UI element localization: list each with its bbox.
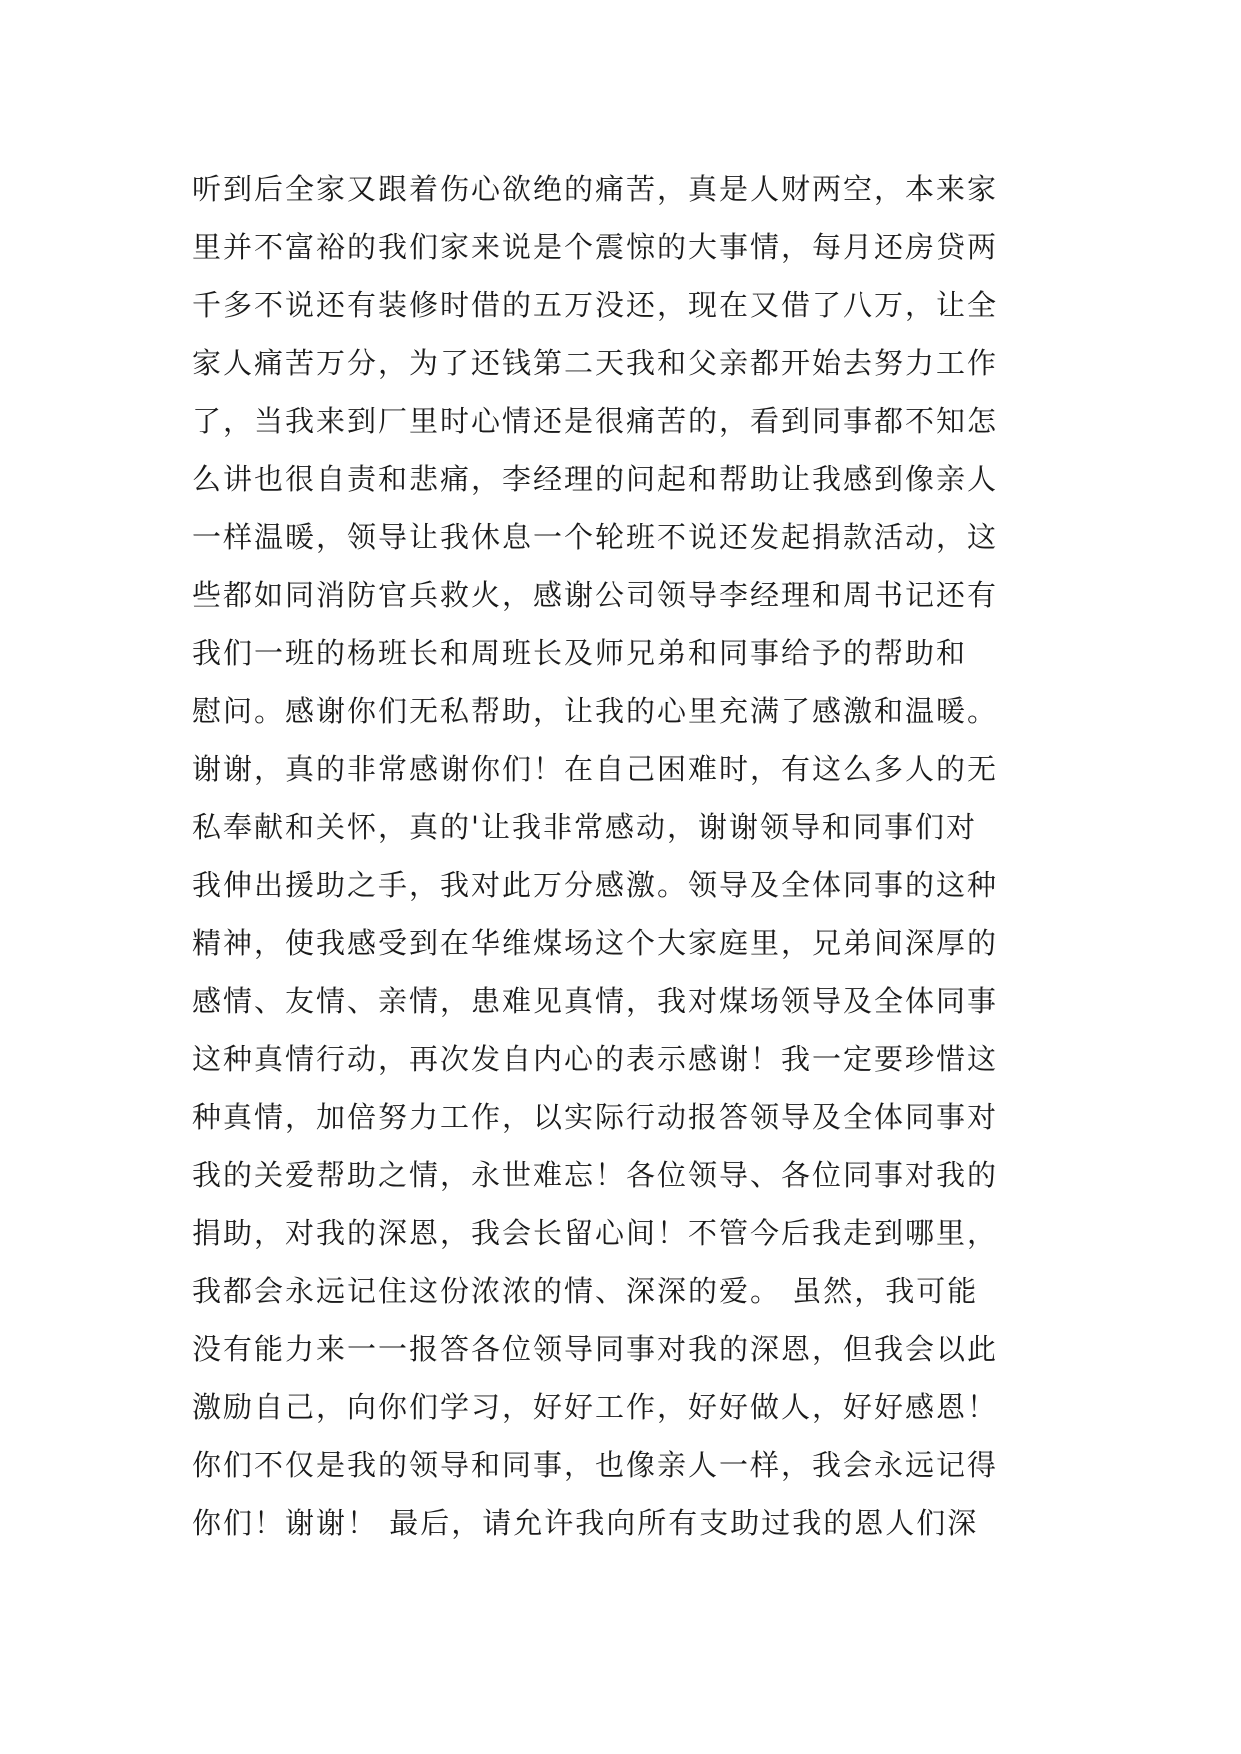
text-line: 这种真情行动，再次发自内心的表示感谢！我一定要珍惜这	[192, 1042, 999, 1076]
text-line: 谢谢，真的非常感谢你们！在自己困难时，有这么多人的无	[192, 752, 999, 786]
text-line: 么讲也很自责和悲痛，李经理的问起和帮助让我感到像亲人	[192, 462, 999, 496]
text-line: 我伸出援助之手，我对此万分感激。领导及全体同事的这种	[192, 868, 999, 902]
text-line: 家人痛苦万分，为了还钱第二天我和父亲都开始去努力工作	[192, 346, 999, 380]
text-line: 我的关爱帮助之情，永世难忘！各位领导、各位同事对我的	[192, 1158, 999, 1192]
text-line: 我们一班的杨班长和周班长及师兄弟和同事给予的帮助和	[192, 636, 968, 670]
body-text	[192, 160, 1072, 1552]
text-line: 种真情，加倍努力工作，以实际行动报答领导及全体同事对	[192, 1100, 999, 1134]
text-line: 捐助，对我的深恩，我会长留心间！不管今后我走到哪里，	[192, 1216, 999, 1250]
text-line: 了，当我来到厂里时心情还是很痛苦的，看到同事都不知怎	[192, 404, 999, 438]
text-line: 精神，使我感受到在华维煤场这个大家庭里，兄弟间深厚的	[192, 926, 999, 960]
text-line: 你们！谢谢！ 最后，请允许我向所有支助过我的恩人们深	[192, 1506, 979, 1540]
text-line: 你们不仅是我的领导和同事，也像亲人一样，我会永远记得	[192, 1448, 999, 1482]
text-line: 些都如同消防官兵救火，感谢公司领导李经理和周书记还有	[192, 578, 999, 612]
text-line: 慰问。感谢你们无私帮助，让我的心里充满了感激和温暖。	[192, 694, 999, 728]
text-line: 千多不说还有装修时借的五万没还，现在又借了八万，让全	[192, 288, 999, 322]
text-line: 一样温暖，领导让我休息一个轮班不说还发起捐款活动，这	[192, 520, 999, 554]
text-line: 我都会永远记住这份浓浓的情、深深的爱。 虽然，我可能	[192, 1274, 979, 1308]
text-line: 听到后全家又跟着伤心欲绝的痛苦，真是人财两空，本来家	[192, 172, 999, 206]
text-line: 没有能力来一一报答各位领导同事对我的深恩，但我会以此	[192, 1332, 999, 1366]
text-line: 激励自己，向你们学习，好好工作，好好做人，好好感恩！	[192, 1390, 999, 1424]
text-line: 私奉献和关怀，真的'让我非常感动，谢谢领导和同事们对	[192, 810, 977, 844]
text-line: 里并不富裕的我们家来说是个震惊的大事情，每月还房贷两	[192, 230, 999, 264]
text-line: 感情、友情、亲情，患难见真情，我对煤场领导及全体同事	[192, 984, 999, 1018]
